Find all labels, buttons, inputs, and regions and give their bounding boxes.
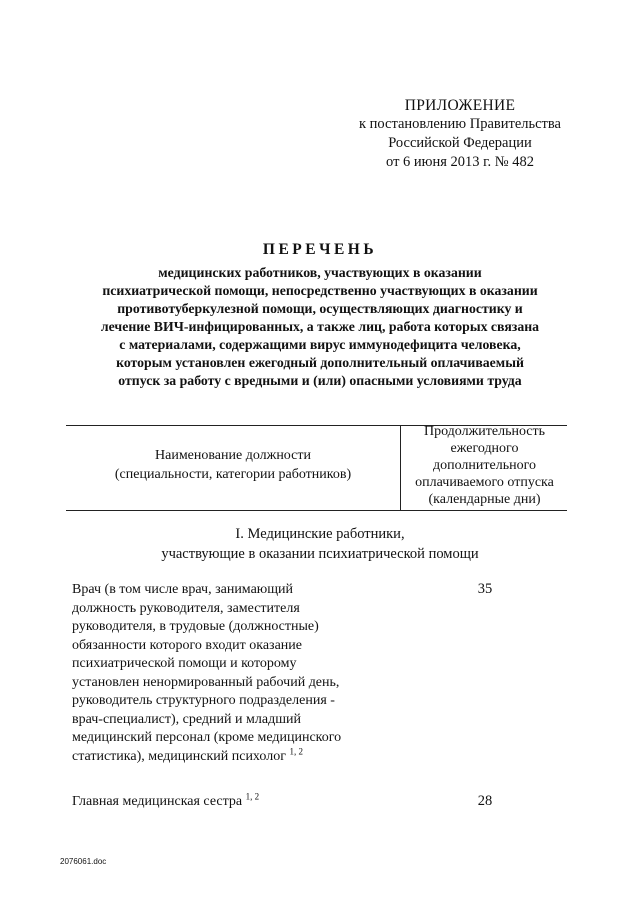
appendix-line-2: Российской Федерации: [388, 135, 532, 151]
table-header-bottom-rule: [66, 510, 567, 511]
row-text-last: Главная медицинская сестра: [72, 794, 243, 809]
row-text-line: медицинский персонал (кроме медицинского: [72, 730, 342, 745]
subtitle-line: с материалами, содержащими вирус иммунодефицита человека,: [119, 337, 521, 352]
appendix-line-3: от 6 июня 2013 г. № 482: [386, 154, 534, 170]
header-duration-line: оплачиваемого отпуска: [415, 475, 554, 490]
section-heading: [60, 524, 580, 564]
subtitle-line: психиатрической помощи, непосредственно участвующих в оказании: [102, 283, 538, 298]
table-header-position: [66, 446, 400, 484]
row-text-last: статистика), медицинский психолог: [72, 748, 286, 764]
appendix-line-1: к постановлению Правительства: [359, 116, 561, 132]
row-text-line: руководителя, в трудовые (должностные): [72, 619, 319, 634]
row-text-line: [72, 793, 377, 812]
table-row-days: 28: [477, 793, 493, 809]
row-text-line: врач-специалист), средний и младший: [72, 711, 301, 727]
header-duration-line: дополнительного: [433, 458, 536, 473]
header-duration-line: Продолжительность: [423, 424, 546, 439]
row-text-line: психиатрической помощи и которому: [72, 656, 297, 671]
footnote-marker: 1, 2: [245, 791, 260, 802]
subtitle-line: лечение ВИЧ-инфицированных, а также лиц, работа которых связана: [100, 319, 540, 334]
appendix-block: [345, 96, 575, 172]
document-title: ПЕРЕЧЕНЬ: [262, 241, 378, 258]
header-duration-line: (календарные дни): [428, 492, 541, 507]
subtitle-line: которым установлен ежегодный дополнительный оплачиваемый: [116, 355, 524, 370]
header-duration-line: ежегодного: [450, 441, 519, 456]
document-file-id: 2076061.doc: [60, 857, 107, 866]
subtitle-line: отпуск за работу с вредными и (или) опасными условиями труда: [118, 373, 522, 388]
subtitle-line: медицинских работников, участвующих в оказании: [158, 265, 482, 280]
document-subtitle: [60, 264, 580, 390]
footnote-marker: 1, 2: [289, 745, 303, 756]
table-column-divider: [400, 425, 401, 510]
row-text-line: [72, 745, 377, 767]
header-position-line: (специальности, категории работников): [114, 467, 352, 482]
row-text-line: Врач (в том числе врач, занимающий: [72, 582, 294, 597]
section-heading-line: участвующие в оказании психиатрической помощи: [161, 546, 479, 562]
table-header-leave-duration: [402, 423, 567, 508]
row-text-line: должность руководителя, заместителя: [72, 600, 300, 616]
row-text-line: руководитель структурного подразделения -: [72, 693, 335, 708]
section-heading-line: I. Медицинские работники,: [235, 526, 405, 542]
row-text-line: обязанности которого входит оказание: [72, 637, 303, 653]
table-row-position: [72, 793, 377, 812]
row-text-line: установлен ненормированный рабочий день,: [72, 674, 340, 690]
table-row-days: 35: [477, 581, 493, 597]
subtitle-line: противотуберкулезной помощи, осуществляющих диагностику и: [117, 301, 523, 316]
appendix-heading: ПРИЛОЖЕНИЕ: [404, 97, 516, 114]
header-position-line: Наименование должности: [155, 448, 311, 463]
table-row-position: [72, 581, 377, 766]
